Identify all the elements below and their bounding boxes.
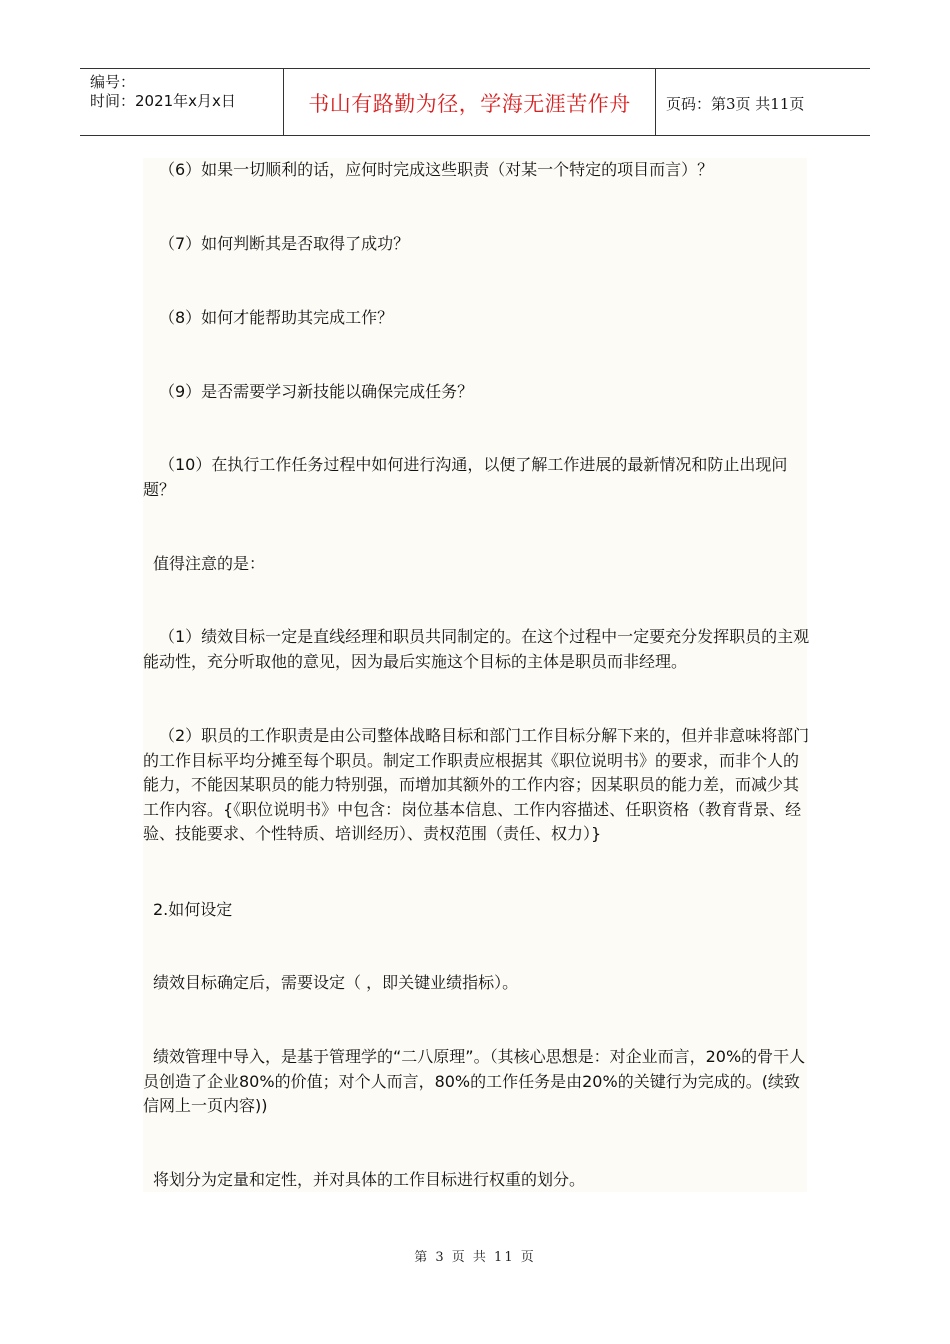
page-footer: 第 3 页 共 11 页 — [414, 1250, 536, 1265]
header-divider — [655, 69, 656, 135]
question-10: （10）在执行工作任务过程中如何进行沟通，以便了解工作进展的最新情况和防止出现问题？ — [143, 455, 788, 499]
kpi-setting-paragraph: 绩效目标确定后，需要设定（ ，即关键业绩指标）。 — [153, 973, 519, 992]
header-motto: 书山有路勤为径，学海无涯苦作舟 — [308, 92, 631, 116]
section-heading: 2.如何设定 — [153, 900, 233, 919]
notice-point-1: （1）绩效目标一定是直线经理和职员共同制定的。在这个过程中一定要充分发挥职员的主观能动性，充分听取他的意见，因为最后实施这个目标的主体是职员而非经理。 — [143, 627, 810, 671]
header-meta — [90, 73, 236, 111]
notice-heading: 值得注意的是： — [153, 554, 266, 573]
question-7: （7）如何判断其是否取得了成功？ — [159, 234, 410, 253]
header-page-info: 页码：第3页 共11页 — [666, 94, 805, 113]
page-header — [80, 68, 870, 136]
serial-number-label: 编号： — [90, 73, 136, 91]
pareto-paragraph: 绩效管理中导入，是基于管理学的“二八原理”。（其核心思想是：对企业而言，20%的骨干人员创造了企业80%的价值；对个人而言，80%的工作任务是由20%的关键行为完成的。(续致信网上一页内容)) — [143, 1047, 806, 1115]
question-8: （8）如何才能帮助其完成工作？ — [159, 308, 394, 327]
question-6: （6）如果一切顺利的话，应何时完成这些职责（对某一个特定的项目而言）？ — [159, 160, 714, 179]
date-label: 时间：2021年x月x日 — [90, 92, 236, 110]
weighting-paragraph: 将划分为定量和定性，并对具体的工作目标进行权重的划分。 — [153, 1170, 586, 1189]
notice-point-2: （2）职员的工作职责是由公司整体战略目标和部门工作目标分解下来的，但并非意味将部门的工作目标平均分摊至每个职员。制定工作职责应根据其《职位说明书》的要求，而非个人的能力，不能因某职员的能力特别强，而增加其额外的工作内容；因某职员的能力差，而减少其工作内容。{《职位说明书》中包含：岗位基本信息、工作内容描述、任职资格（教育背景、经验、技能要求、个性特质、培训经历）、责权范围（责任、权力）} — [143, 726, 810, 843]
question-9: （9）是否需要学习新技能以确保完成任务？ — [159, 382, 474, 401]
